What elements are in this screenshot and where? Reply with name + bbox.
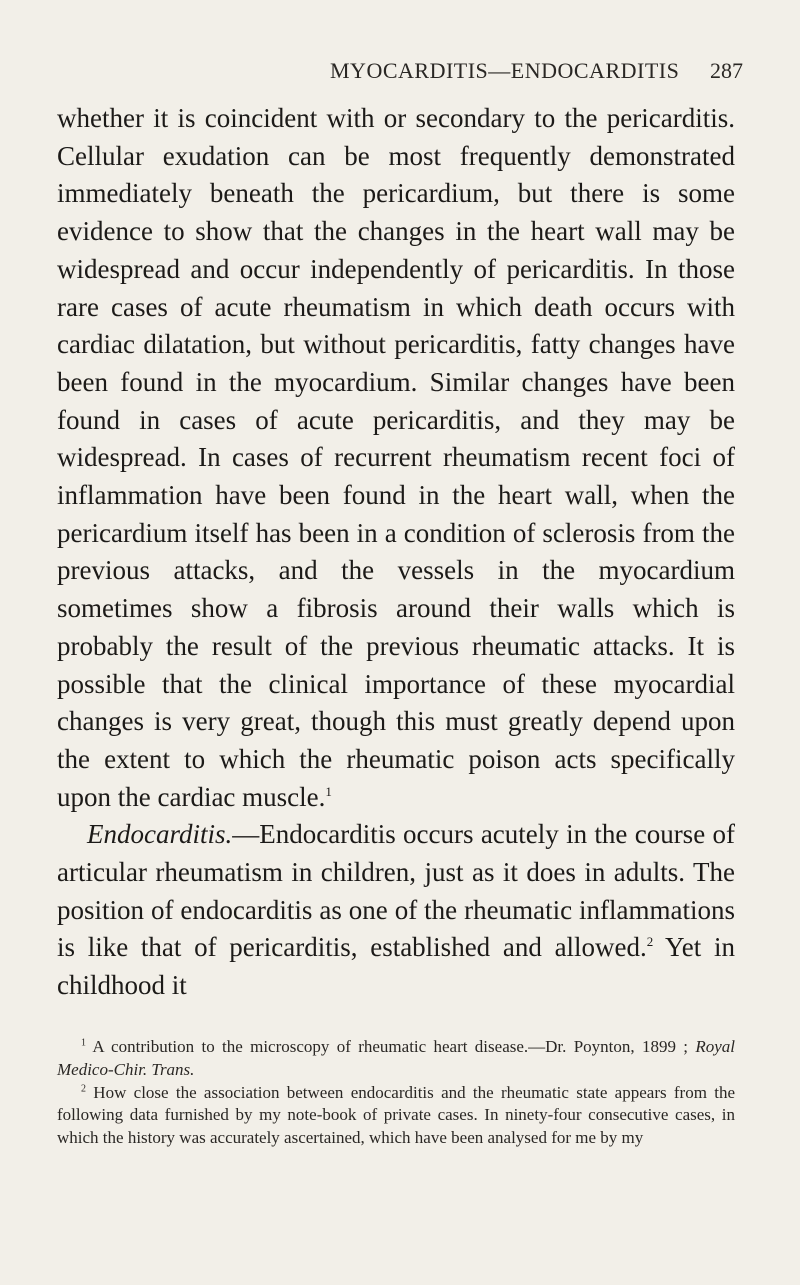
page-number: 287 [710, 58, 743, 83]
footnote-1 [57, 1036, 735, 1082]
footnotes [57, 1036, 735, 1150]
footnote-marker-1: 1 [81, 1037, 86, 1049]
paragraph-myocarditis [57, 100, 735, 816]
footnote-2-text: How close the association between endocarditis and the rheumatic state appears from the following data furnished by my note-book of private cases. In ninety-four consecutive cases, in which the history was accurately ascertained, which have been analysed for me by my [57, 1082, 735, 1148]
footnote-ref-2: 2 [646, 934, 654, 950]
footnote-marker-2: 2 [81, 1082, 86, 1094]
footnote-ref-1: 1 [325, 783, 332, 799]
footnote-1-text: A contribution to the microscopy of rheumatic heart disease.—Dr. Poynton, 1899 ; [86, 1037, 696, 1056]
paragraph-endocarditis-continuation: Yet in childhood it [57, 932, 735, 1001]
paragraph-myocarditis-text: whether it is coincident with or secondary to the pericarditis. Cellular exudation can be most frequently demonstrated immediately beneath the pericardium, but there is some evidence to show that the changes in the heart wall may be widespread and occur independently of pericarditis. In those rare cases of acute rheumatism in which death occurs with cardiac dilatation, but without pericarditis, fatty changes have been found in the myocardium. Similar changes have been found in cases of acute pericarditis, and they may be widespread. In cases of recurrent rheumatism recent foci of inflammation have been found in the heart wall, when the pericardium itself has been in a condition of sclerosis from the previous attacks, and the vessels in the myocardium sometimes show a fibrosis around their walls which is probably the result of the previous rheumatic attacks. It is possible that the clinical importance of these myocardial changes is very great, though this must greatly depend upon the extent to which the rheumatic poison acts specifically upon the cardiac muscle. [57, 103, 735, 812]
running-head: MYOCARDITIS—ENDOCARDITIS [330, 58, 680, 83]
paragraph-endocarditis-text: —Endocarditis occurs acutely in the course of articular rheumatism in children, just as it does in adults. The position of endocarditis as one of the rheumatic inflammations is like that of pericarditis, established and allowed. [57, 819, 735, 963]
body-text [57, 100, 735, 1005]
footnote-1-journal: Royal Medico-Chir. Trans. [57, 1037, 735, 1079]
footnote-2 [57, 1082, 735, 1150]
paragraph-endocarditis [57, 816, 735, 1005]
section-title-endocarditis: Endocarditis. [87, 819, 233, 850]
